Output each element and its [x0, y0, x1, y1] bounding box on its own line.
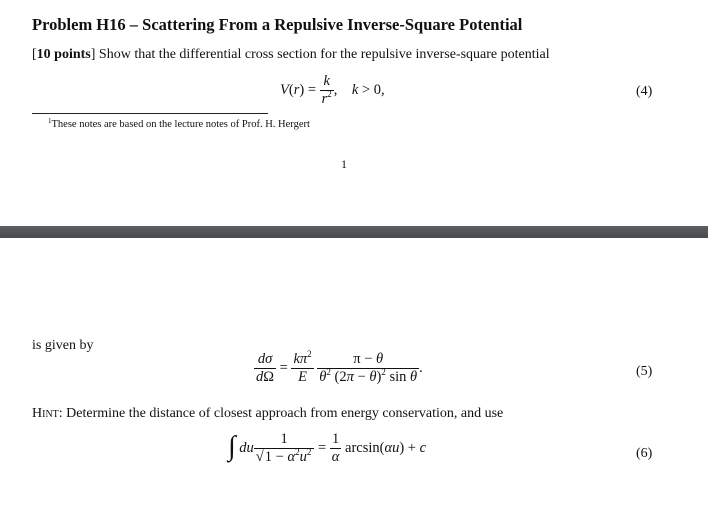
page-separator — [0, 226, 708, 238]
equation-6: ∫ du $\frac{1}{√1 - \alpha^2u^2}$ = $\frac{1}{\alpha}$ arcsin(αu) + c — [228, 430, 427, 466]
page-1 — [0, 0, 708, 226]
hint-label: Hint: — [32, 406, 63, 421]
problem-intro: [10 points] Show that the differential cross section for the repulsive inverse-square potential — [32, 47, 550, 62]
hint-paragraph — [32, 406, 503, 422]
footnote-rule — [32, 113, 268, 114]
equation-5-number: (5) — [636, 364, 653, 379]
equation-4: V(r) = $\frac{k}{r^2}$ , k > 0, — [280, 73, 385, 108]
hint-text: Determine the distance of closest approach from energy conservation, and use — [66, 406, 504, 421]
problem-title: Problem H16 – Scattering From a Repulsive Inverse-Square Potential — [32, 15, 523, 34]
equation-4-number: (4) — [636, 84, 653, 99]
intro-text: Show that the differential cross section for the repulsive inverse-square potential — [98, 47, 550, 62]
equation-6-number: (6) — [636, 446, 653, 461]
footnote-text: These notes are based on the lecture notes of Prof. H. Hergert — [51, 119, 310, 130]
points-label: 10 points — [36, 47, 91, 62]
footnote — [48, 119, 310, 130]
equation-5: $\frac{d\sigma}{d\Omega}$ = $\frac{k\pi^2}{E}$ $\frac{\pi - \theta}{\theta^2 (2\pi - \theta)^2 \sin \theta}$ . — [256, 349, 423, 386]
footnote-mark: 1 — [48, 117, 52, 125]
given-by-text: is given by — [32, 338, 94, 353]
page-number: 1 — [341, 157, 347, 171]
